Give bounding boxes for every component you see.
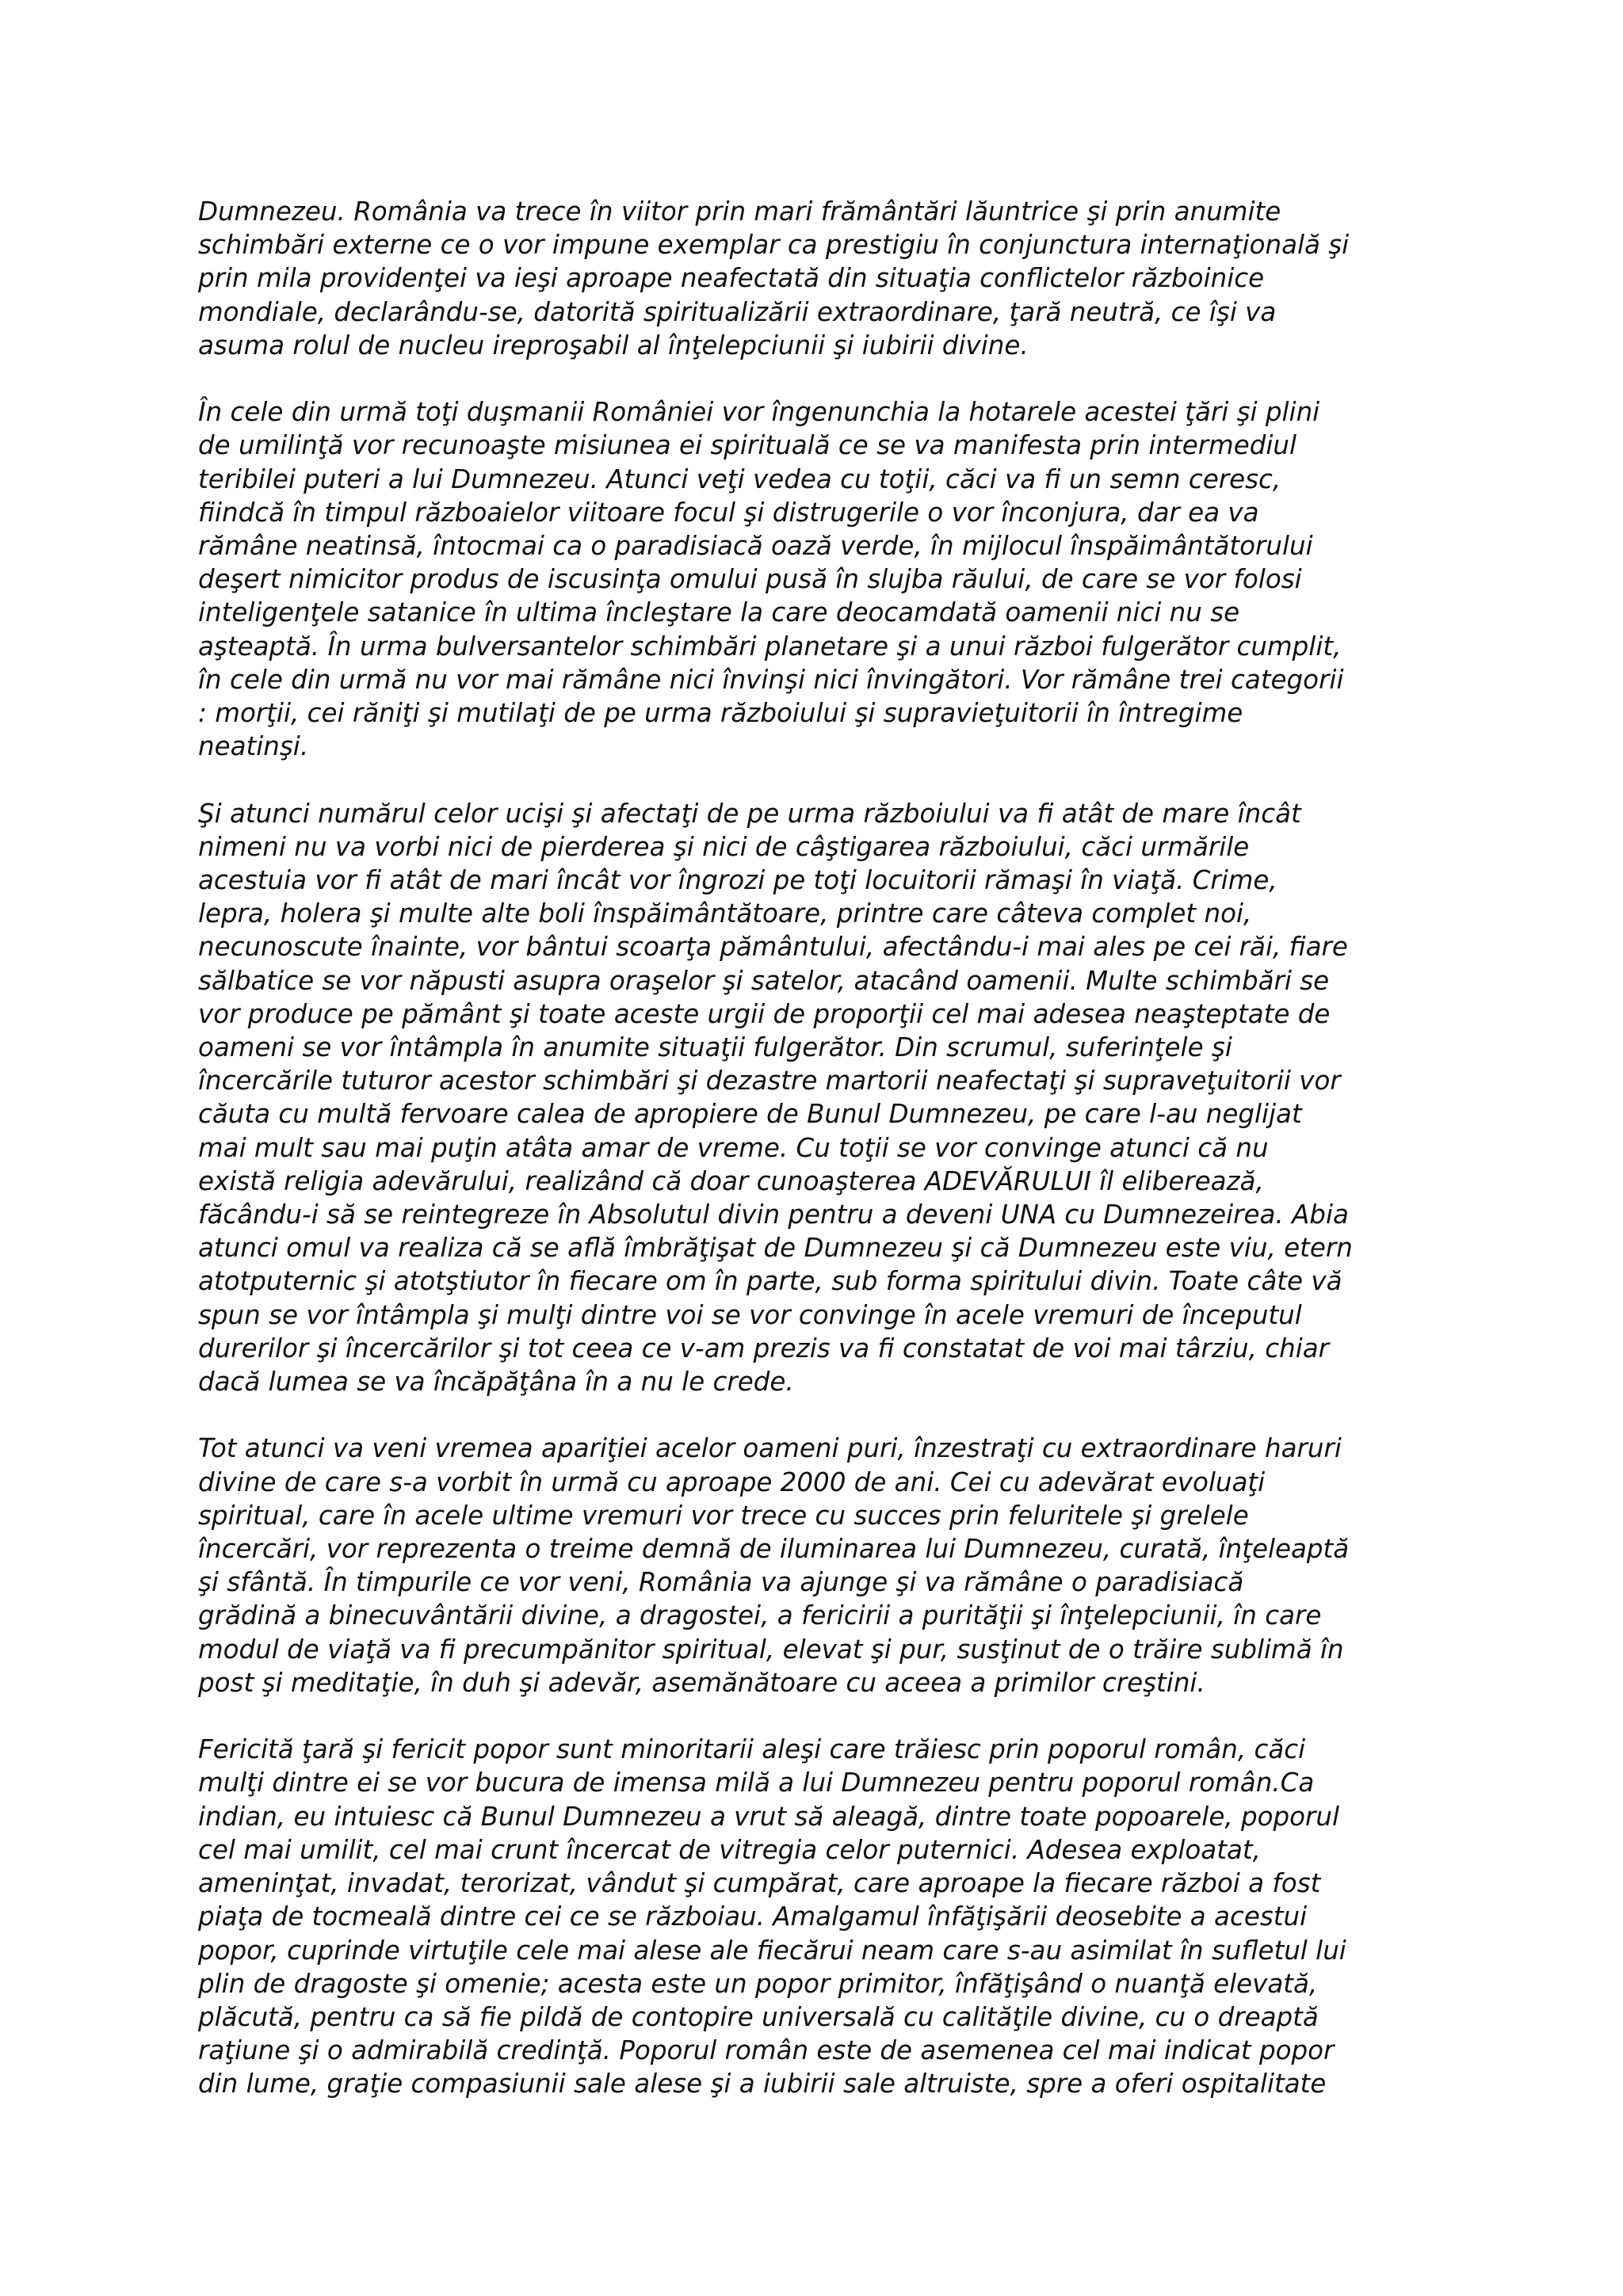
paragraph-2: În cele din urmă toţi duşmanii României vor îngenunchia la hotarele acestei ţări şi plini de umilinţă vor recunoaşte misiunea ei spirituală ce se va manifesta prin intermediul teribilei puteri a lui Dumnezeu. Atunci veţi vedea cu toţii, căci va fi un semn ceresc, fiindcă în timpul războaielor viitoare focul şi distrugerile o vor înconjura, dar ea va rămâne neatinsă, întocmai ca o paradisiacă oază verde, în mijlocul înspăimântătorului deşert nimicitor produs de iscusinţa omului pusă în slujba răului, de care se vor folosi inteligenţele satanice în ultima încleştare la care deocamdată oamenii nici nu se aşteaptă. În urma bulversantelor schimbări planetare şi a unui război fulgerător cumplit, în cele din urmă nu vor mai rămâne nici învinşi nici învingători. Vor rămâne trei categorii : morţii, cei răniţi şi mutilaţi de pe urma războiului şi supravieţuitorii în întregime neatinşi.: [198, 397, 1344, 762]
paragraph-1: Dumnezeu. România va trece în viitor prin mari frământări lăuntrice şi prin anumite schimbări externe ce o vor impune exemplar ca prestigiu în conjunctura internaţională şi prin mila providenţei va ieşi aproape neafectată din situaţia conflictelor războinice mondiale, declarându-se, datorită spiritualizării extraordinare, ţară neutră, ce îşi va asuma rolul de nucleu ireproşabil al înţelepciunii şi iubirii divine.: [198, 196, 1350, 360]
paragraph-5: Fericită ţară şi fericit popor sunt minoritarii aleşi care trăiesc prin poporul român, căci mulţi dintre ei se vor bucura de imensa milă a lui Dumnezeu pentru poporul român.Ca indian, eu intuiesc că Bunul Dumnezeu a vrut să aleagă, dintre toate popoarele, poporul cel mai umilit, cel mai crunt încercat de vitregia celor puternici. Adesea exploatat, ameninţat, invadat, terorizat, vândut şi cumpărat, care aproape la fiecare război a fost piaţa de tocmeală dintre cei ce se războiau. Amalgamul înfăţişării deosebite a acestui popor, cuprinde virtuţile cele mai alese ale fiecărui neam care s-au asimilat în sufletul lui plin de dragoste şi omenie; acesta este un popor primitor, înfăţişând o nuanţă elevată, plăcută, pentru ca să fie pildă de contopire universală cu calităţile divine, cu o dreaptă raţiune şi o admirabilă credinţă. Poporul român este de asemenea cel mai indicat popor din lume, graţie compasiunii sale alese şi a iubirii sale altruiste, spre a oferi ospitalitate: [198, 1734, 1346, 2100]
paragraph-4: Tot atunci va veni vremea apariţiei acelor oameni puri, înzestraţi cu extraordinare haruri divine de care s-a vorbit în urmă cu aproape 2000 de ani. Cei cu adevărat evoluaţi spiritual, care în acele ultime vremuri vor trece cu succes prin feluritele şi grelele încercări, vor reprezenta o treime demnă de iluminarea lui Dumnezeu, curată, înţeleaptă şi sfântă. În timpurile ce vor veni, România va ajunge şi va rămâne o paradisiacă grădină a binecuvântării divine, a dragostei, a fericirii a purităţii şi înţelepciunii, în care modul de viaţă va fi precumpănitor spiritual, elevat şi pur, susţinut de o trăire sublimă în post şi meditaţie, în duh şi adevăr, asemănătoare cu aceea a primilor creştini.: [198, 1433, 1350, 1698]
paragraph-3: Şi atunci numărul celor ucişi şi afectaţi de pe urma războiului va fi atât de mare încât nimeni nu va vorbi nici de pierderea şi nici de câştigarea războiului, căci urmările acestuia vor fi atât de mari încât vor îngrozi pe toţi locuitorii rămaşi în viaţă. Crime, lepra, holera şi multe alte boli înspăimântătoare, printre care câteva complet noi, necunoscute înainte, vor bântui scoarţa pământului, afectându-i mai ales pe cei răi, fiare sălbatice se vor năpusti asupra oraşelor şi satelor, atacând oamenii. Multe schimbări se vor produce pe pământ şi toate aceste urgii de proporţii cel mai adesea neaşteptate de oameni se vor întâmpla în anumite situaţii fulgerător. Din scrumul, suferinţele şi încercările tuturor acestor schimbări şi dezastre martorii neafectaţi şi supraveţuitorii vor căuta cu multă fervoare calea de apropiere de Bunul Dumnezeu, pe care l-au neglijat mai mult sau mai puţin atâta amar de vreme. Cu toţii se vor convinge atunci că nu există religia adevărului, realizând că doar cunoaşterea ADEVĂRULUI îl eliberează, făcându-i să se reintegreze în Absolutul divin pentru a deveni UNA cu Dumnezeirea. Abia atunci omul va realiza că se află îmbrăţişat de Dumnezeu şi că Dumnezeu este viu, etern atotputernic şi atotştiutor în fiecare om în parte, sub forma spiritului divin. Toate câte vă spun se vor întâmpla şi mulţi dintre voi se vor convinge în acele vremuri de începutul durerilor şi încercărilor şi tot ceea ce v-am prezis va fi constatat de voi mai târziu, chiar dacă lumea se va încăpăţâna în a nu le crede.: [198, 798, 1353, 1398]
body-text: [198, 195, 1434, 2101]
